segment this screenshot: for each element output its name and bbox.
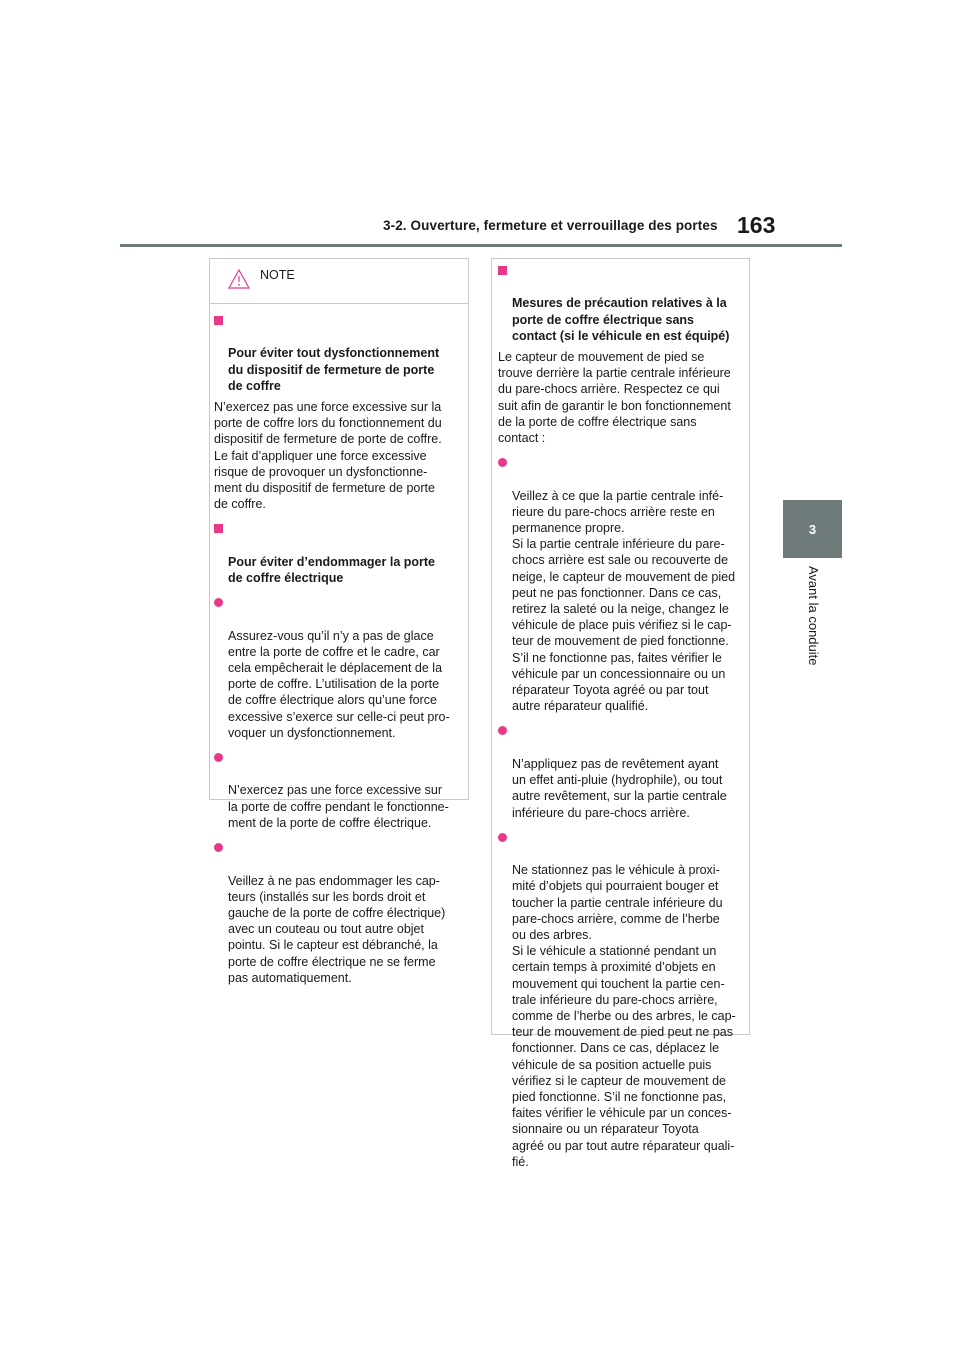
note-header — [210, 259, 468, 304]
chapter-number: 3 — [808, 522, 817, 537]
chapter-label: Avant la conduite — [806, 566, 821, 666]
square-bullet-icon — [498, 266, 507, 275]
round-bullet-icon — [214, 843, 223, 852]
list-item — [498, 830, 741, 1170]
section-paragraph: Le capteur de mouvement de pied se trouve derrière la partie centrale inférieure du pare-chocs arrière. Respectez ce qui suit afin de garantir le bon fonctionnement de la porte de coffre électrique sans contact : — [498, 350, 731, 446]
precautions-box — [491, 258, 750, 1169]
round-bullet-icon — [214, 598, 223, 607]
list-item-text: Veillez à ce que la partie centrale infé- rieure du pare-chocs arrière reste en permanence propre. Si la partie centrale inférieure du pare- chocs arrière est sale ou recouverte de neige, le capteur de mouvement de pied peut ne pas fonctionner. Dans ce cas, retirez la saleté ou la neige, changez le véhicule de place puis vérifiez si le cap- teur de mouvement de pied fonctionne. S’il ne fonctionne pas, faites vérifier le véhicule par un concessionnaire ou un réparateur Toyota agréé ou par tout autre réparateur qualifié. — [512, 488, 736, 714]
section-heading — [498, 263, 741, 344]
round-bullet-icon — [498, 833, 507, 842]
square-bullet-icon — [214, 316, 223, 325]
warning-triangle-icon — [228, 269, 250, 293]
list-item — [214, 840, 458, 986]
list-item-text: N’appliquez pas de revêtement ayant un effet anti-pluie (hydrophile), ou tout autre revêtement, sur la partie centrale inférieure du pare-chocs arrière. — [512, 756, 727, 820]
square-bullet-icon — [214, 524, 223, 533]
chapter-tab — [783, 500, 842, 558]
list-item — [214, 750, 458, 831]
section-heading — [214, 521, 458, 586]
list-item — [498, 455, 741, 714]
section-heading-text: Mesures de précaution relatives à la porte de coffre électrique sans contact (si le véhicule en est équipé) — [512, 296, 730, 343]
section-paragraph: N’exercez pas une force excessive sur la porte de coffre lors du fonctionnement du dispositif de fermeture de porte de coffre. Le fait d’appliquer une force excessive risque de provoquer un dysfonctionne- ment du dispositif de fermeture de porte de coffre. — [214, 400, 442, 512]
section-header-title: 3-2. Ouverture, fermeture et verrouillage des portes — [383, 218, 718, 233]
round-bullet-icon — [498, 726, 507, 735]
round-bullet-icon — [214, 753, 223, 762]
note-label: NOTE — [260, 268, 295, 282]
list-item-text: N’exercez pas une force excessive sur la porte de coffre pendant le fonctionne- ment de la porte de coffre électrique. — [228, 783, 449, 830]
note-box — [209, 258, 469, 985]
note-section-malfunction — [214, 313, 458, 512]
header-divider — [120, 244, 842, 247]
page-number: 163 — [737, 212, 776, 238]
section-heading-text: Pour éviter tout dysfonctionnement du dispositif de fermeture de porte de coffre — [228, 346, 440, 393]
list-item-text: Veillez à ne pas endommager les cap- teurs (installés sur les bords droit et gauche de la porte de coffre électrique) avec un couteau ou tout autre objet pointu. Si le capteur est débranché, la porte de coffre électrique ne se ferme pas automatiquement. — [228, 873, 446, 985]
section-heading-text: Pour éviter d’endommager la porte de coffre électrique — [228, 554, 435, 586]
list-item-text: Assurez-vous qu’il n’y a pas de glace entre la porte de coffre et le cadre, car cela empêcherait le déplacement de la porte de coffre. L’utilisation de la porte de coffre électrique alors qu’une force excessive s’exerce sur celle-ci peut pro- voquer un dysfonctionnement. — [228, 628, 450, 740]
section-heading — [214, 313, 458, 394]
round-bullet-icon — [498, 458, 507, 467]
list-item — [498, 723, 741, 820]
list-item-text: Ne stationnez pas le véhicule à proxi- mité d’objets qui pourraient bouger et toucher la partie centrale inférieure du pare-chocs arrière, comme de l’herbe ou des arbres. Si le véhicule a stationné pendant un certain temps à proximité d’objets en mouvement qui touchent la partie cen- trale inférieure du pare-chocs arrière, comme de l’herbe ou des arbres, le cap- teur de mouvement de pied peut ne pas fonctionner. Dans ce cas, déplacez le véhicule de sa position actuelle puis vérifiez si le capteur de mouvement de pied fonctionne. S’il ne fonctionne pas, faites vérifier le véhicule par un conces- sionnaire ou un réparateur Toyota agréé ou par tout autre réparateur quali- fié. — [512, 863, 736, 1169]
note-section-damage — [214, 521, 458, 985]
list-item — [214, 595, 458, 741]
